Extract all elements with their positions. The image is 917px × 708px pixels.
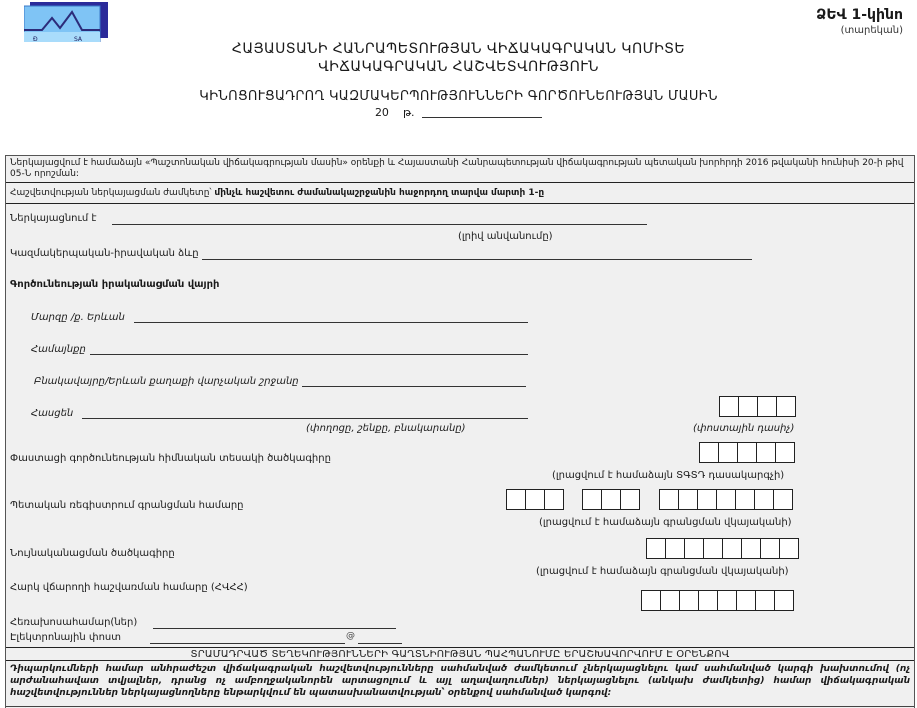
postal-hint: (փոստային դասիչ): [693, 423, 795, 434]
phone-label: Հեռախոսահամար(ներ): [10, 617, 138, 628]
activity-code-label: Փաստացի գործունեության հիմնական տեսակի ծածկագիրը: [10, 453, 331, 464]
activity-code-hint: (լրացվում է համաձայն ՏԳՏԴ դասակարգչի): [552, 470, 785, 481]
state-reg-cell[interactable]: [754, 489, 774, 510]
email-domain-input[interactable]: [358, 643, 402, 644]
email-user-input[interactable]: [150, 643, 345, 644]
taxpayer-cell[interactable]: [717, 590, 737, 611]
report-year: [0, 106, 917, 120]
state-reg-cell[interactable]: [544, 489, 564, 510]
identification-label: Նույնականացման ծածկագիրը: [10, 548, 175, 559]
state-reg-cell[interactable]: [506, 489, 526, 510]
location-heading: Գործունեության իրականացման վայրի: [10, 279, 220, 290]
svg-text:SA: SA: [74, 36, 83, 42]
state-reg-cells-group-2[interactable]: [582, 489, 640, 510]
activity-cell[interactable]: [737, 442, 757, 463]
postal-cell[interactable]: [738, 396, 758, 417]
committee-title: ՀԱՅԱՍՏԱՆԻ ՀԱՆՐԱՊԵՏՈՒԹՅԱՆ ՎԻՃԱԿԱԳՐԱԿԱՆ ԿՈՄԻՏԵ: [231, 41, 686, 57]
form-period: (տարեկան): [840, 25, 903, 36]
report-subject-title: ԿԻՆՈՑՈՒՑԱԴՐՈՂ ԿԱԶՄԱԿԵՐՊՈՒԹՅՈՒՆՆԵՐԻ ԳՈՐԾՈՒՆԵՈՒԹՅԱՆ ՄԱՍԻՆ: [199, 89, 718, 104]
form-code-block: [816, 6, 903, 38]
state-reg-label: Պետական ռեգիստրում գրանցման համարը: [10, 500, 244, 511]
legal-form-input[interactable]: [202, 259, 752, 260]
taxpayer-cell[interactable]: [774, 590, 794, 611]
state-reg-cell[interactable]: [601, 489, 621, 510]
activity-cell[interactable]: [718, 442, 738, 463]
state-reg-cells-group-1[interactable]: [506, 489, 564, 510]
settlement-input[interactable]: [302, 386, 526, 387]
address-label: Հասցեն: [31, 408, 74, 419]
activity-cell[interactable]: [775, 442, 795, 463]
postal-cell[interactable]: [719, 396, 739, 417]
state-reg-cell[interactable]: [773, 489, 793, 510]
email-label: Էլեկտրոնային փոստ: [10, 632, 122, 643]
identification-cell[interactable]: [722, 538, 742, 559]
deadline-label: Հաշվետվության ներկայացման ժամկետը՝: [10, 188, 212, 198]
region-input[interactable]: [134, 322, 528, 323]
report-type-title: ՎԻՃԱԿԱԳՐԱԿԱՆ ՀԱՇՎԵՏՎՈՒԹՅՈՒՆ: [318, 59, 599, 75]
postal-cell[interactable]: [776, 396, 796, 417]
penalty-notice: Դիպարկումների համար անհրաժեշտ վիճակագրական հաշվետվությունները սահմանված ժամկետում չներկայացնելու կամ սահմանված կարգի խախտումով (ոչ արժանահավատ տվյալներ, դրանց ոչ ամբողջականորեն արտացոլում և այլ աղավաղումներ) ներկայացնելու (անկախ ժամկետից) համար վիճակագրական հաշվետվություններ ներկայացնողները ենթարկվում են պատասխանատվության՝ օրենքով սահմանված կարգով:: [10, 664, 910, 698]
identification-cell[interactable]: [646, 538, 666, 559]
identification-cell[interactable]: [665, 538, 685, 559]
address-input[interactable]: [82, 418, 528, 419]
state-reg-cell[interactable]: [678, 489, 698, 510]
state-reg-cell[interactable]: [697, 489, 717, 510]
legal-form-label: Կազմակերպական-իրավական ձևը: [10, 248, 199, 259]
activity-code-cells[interactable]: [699, 442, 795, 463]
email-at-sign: @: [346, 631, 355, 641]
year-prefix: 20: [374, 106, 389, 119]
form-bottom-border: [6, 706, 914, 707]
state-reg-hint: (լրացվում է համաձայն գրանցման վկայականի): [539, 517, 792, 528]
deadline-row: [6, 183, 914, 204]
identification-cell[interactable]: [760, 538, 780, 559]
state-reg-cell[interactable]: [525, 489, 545, 510]
activity-cell[interactable]: [756, 442, 776, 463]
statistics-committee-logo: [24, 2, 112, 42]
state-reg-cell[interactable]: [659, 489, 679, 510]
year-suffix: թ.: [402, 106, 415, 119]
submitter-input[interactable]: [112, 224, 647, 225]
postal-code-cells[interactable]: [719, 396, 796, 417]
taxpayer-cell[interactable]: [698, 590, 718, 611]
taxpayer-cell[interactable]: [641, 590, 661, 611]
deadline-text: [6, 183, 914, 204]
taxpayer-cell[interactable]: [736, 590, 756, 611]
submitter-label: Ներկայացնում է: [10, 213, 97, 224]
identification-cell[interactable]: [741, 538, 761, 559]
logo-chart-icon: [24, 2, 112, 42]
identification-cell[interactable]: [684, 538, 704, 559]
state-reg-cell[interactable]: [735, 489, 755, 510]
legal-basis-row: [6, 156, 914, 183]
settlement-label: Բնակավայրը/Երևան քաղաքի վարչական շրջանը: [34, 376, 299, 387]
identification-cell[interactable]: [779, 538, 799, 559]
region-label: Մարզը /ք. Երևան: [31, 312, 125, 323]
state-reg-cell[interactable]: [620, 489, 640, 510]
taxpayer-label: Հարկ վճարողի հաշվառման համարը (ՀՎՀՀ): [10, 582, 248, 593]
phone-input[interactable]: [153, 628, 396, 629]
taxpayer-cells[interactable]: [641, 590, 794, 611]
deadline-value: մինչև հաշվետու ժամանակաշրջանին հաջորդող տարվա մարտի 1-ը: [214, 188, 545, 198]
address-hint: (փողոցը, շենքը, բնակարանը): [306, 423, 466, 434]
state-reg-cell[interactable]: [716, 489, 736, 510]
identification-cells[interactable]: [646, 538, 799, 559]
taxpayer-cell[interactable]: [660, 590, 680, 611]
legal-basis-text: Ներկայացվում է համաձայն «Պաշտոնական վիճակագրության մասին» օրենքի և Հայաստանի Հանրապետության վիճակագրության պետական խորհրդի 2016 թվականի հունիսի 20-ի թիվ 05-Ն որոշման:: [10, 158, 904, 179]
activity-cell[interactable]: [699, 442, 719, 463]
form-code: ՁԵՎ 1-կինո: [816, 7, 903, 23]
state-reg-cells-group-3[interactable]: [659, 489, 793, 510]
state-reg-cell[interactable]: [582, 489, 602, 510]
svg-text:Ð: Ð: [33, 36, 38, 42]
postal-cell[interactable]: [757, 396, 777, 417]
identification-cell[interactable]: [703, 538, 723, 559]
taxpayer-cell[interactable]: [755, 590, 775, 611]
form-body: [5, 155, 915, 708]
identification-hint: (լրացվում է համաձայն գրանցման վկայականի): [536, 566, 789, 577]
confidentiality-notice: ՏՐԱՄԱԴՐՎԱԾ ՏԵՂԵԿՈՒԹՅՈՒՆՆԵՐԻ ԳԱՂՏՆԻՈՒԹՅԱՆ ՊԱՀՊԱՆՈՒՄԸ ԵՐԱՇԽԱՎՈՐՎՈՒՄ Է ՕՐԵՆՔՈՎ: [6, 647, 914, 661]
submitter-hint: (լրիվ անվանումը): [458, 231, 553, 242]
taxpayer-cell[interactable]: [679, 590, 699, 611]
year-input-line[interactable]: [422, 117, 542, 118]
community-label: Համայնքը: [31, 344, 86, 355]
community-input[interactable]: [90, 354, 528, 355]
